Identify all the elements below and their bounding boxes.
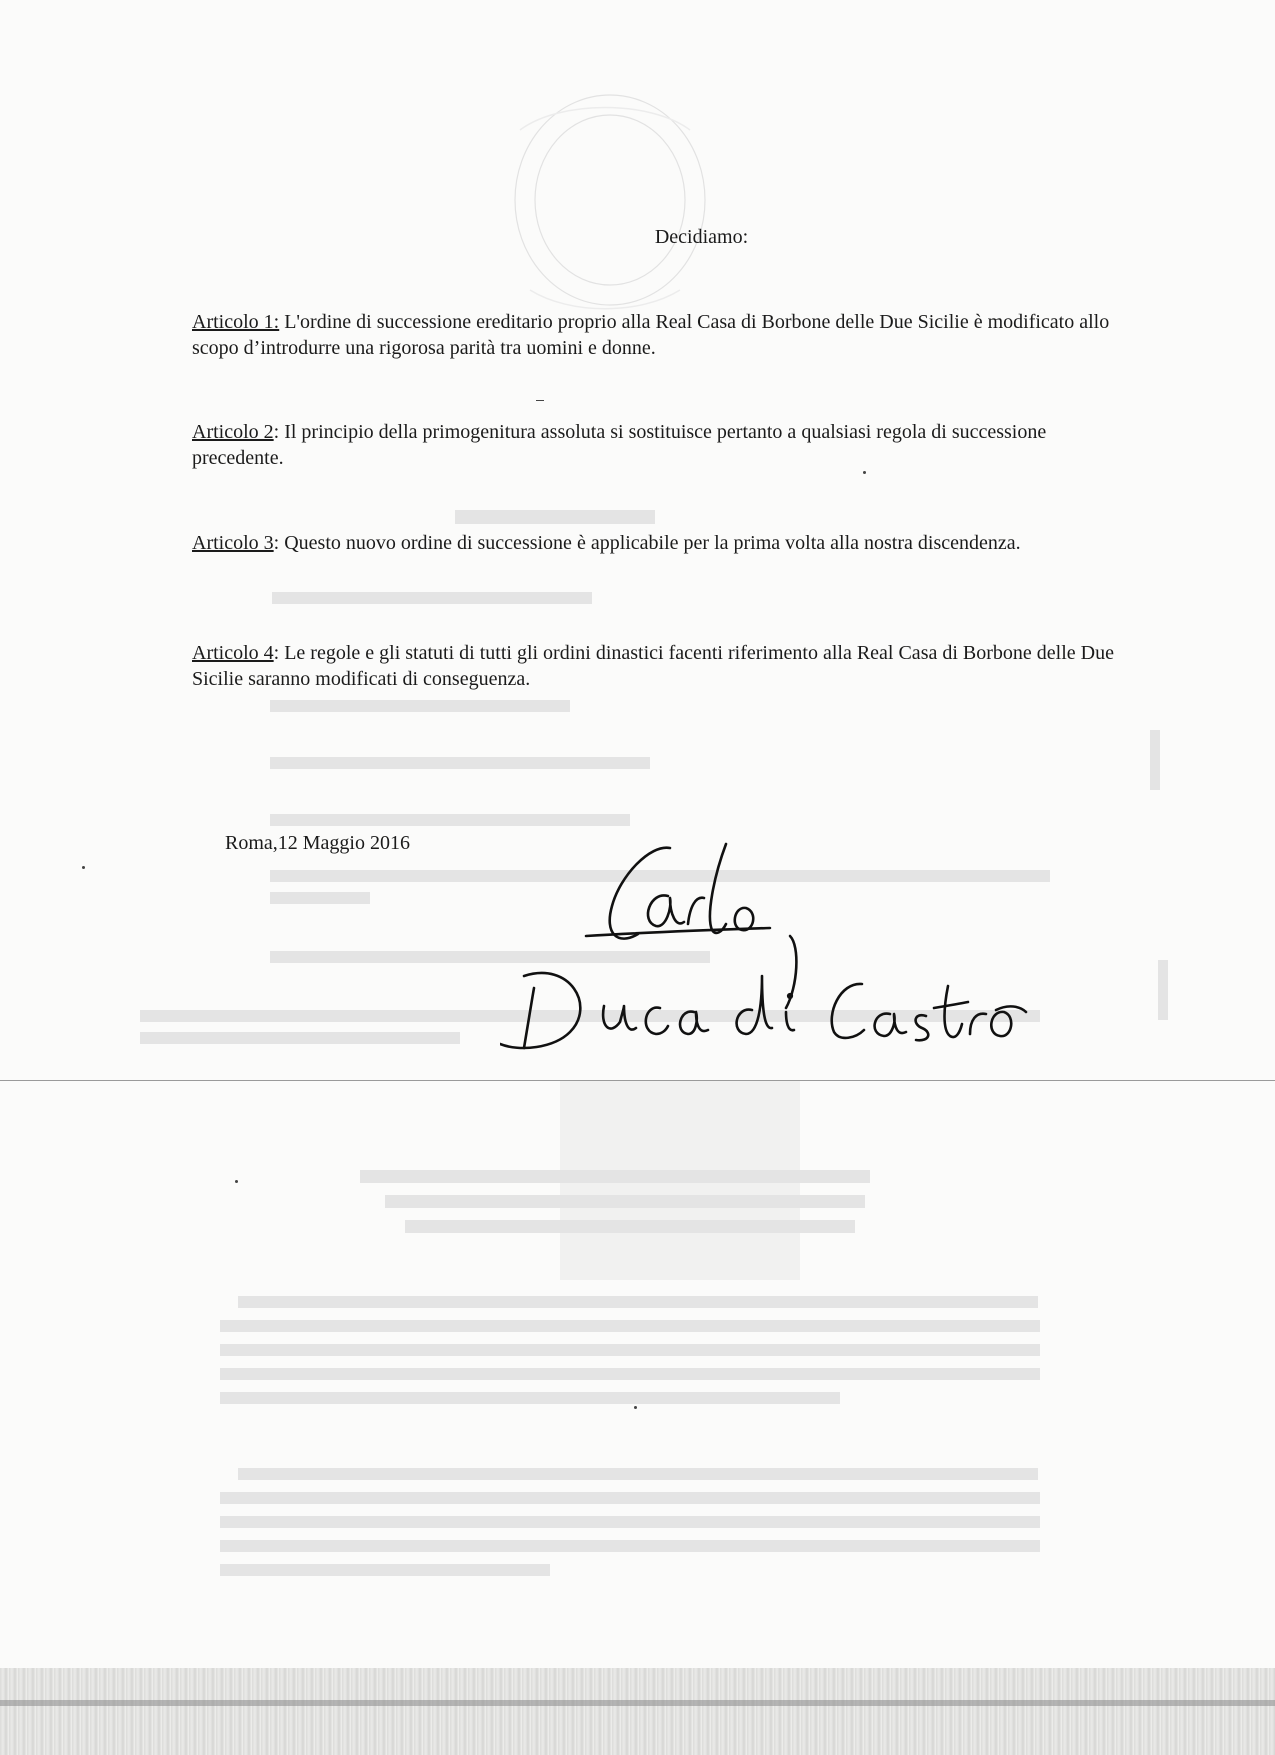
scan-speck (634, 1406, 637, 1409)
article-2-text: : Il principio della primogenitura assoluta si sostituisce pertanto a qualsiasi regola di successione precedente. (192, 421, 1047, 469)
place-date: Roma,12 Maggio 2016 (225, 832, 410, 854)
article-2-label: Articolo 2 (192, 421, 274, 443)
article-1-text: L'ordine di successione ereditario proprio alla Real Casa di Borbone delle Due Sicilie è modificato allo scopo d’introdurre una rigorosa parità tra uomini e donne. (192, 311, 1110, 359)
article-4-label: Articolo 4 (192, 642, 274, 664)
scan-speck (863, 471, 866, 474)
document-heading: Decidiamo: (654, 226, 749, 248)
article-1-label: Articolo 1: (192, 311, 280, 333)
scan-edge-line (0, 1700, 1275, 1706)
scan-edge-bottom (0, 1668, 1275, 1755)
article-3 (192, 530, 1132, 556)
seal-watermark (500, 90, 710, 320)
scan-speck (235, 1180, 238, 1183)
article-4 (192, 640, 1132, 692)
article-4-text: : Le regole e gli statuti di tutti gli ordini dinastici facenti riferimento alla Real Casa di Borbone delle Due Sicilie saranno modificati di conseguenza. (192, 642, 1114, 690)
scan-speck (82, 866, 85, 869)
article-2 (192, 419, 1132, 471)
article-3-text: : Questo nuovo ordine di successione è applicabile per la prima volta alla nostra discendenza. (273, 532, 1021, 554)
scan-speck (536, 400, 544, 401)
handwritten-signature (500, 836, 1030, 1066)
article-3-label: Articolo 3 (192, 532, 274, 554)
fold-line (0, 1080, 1275, 1081)
